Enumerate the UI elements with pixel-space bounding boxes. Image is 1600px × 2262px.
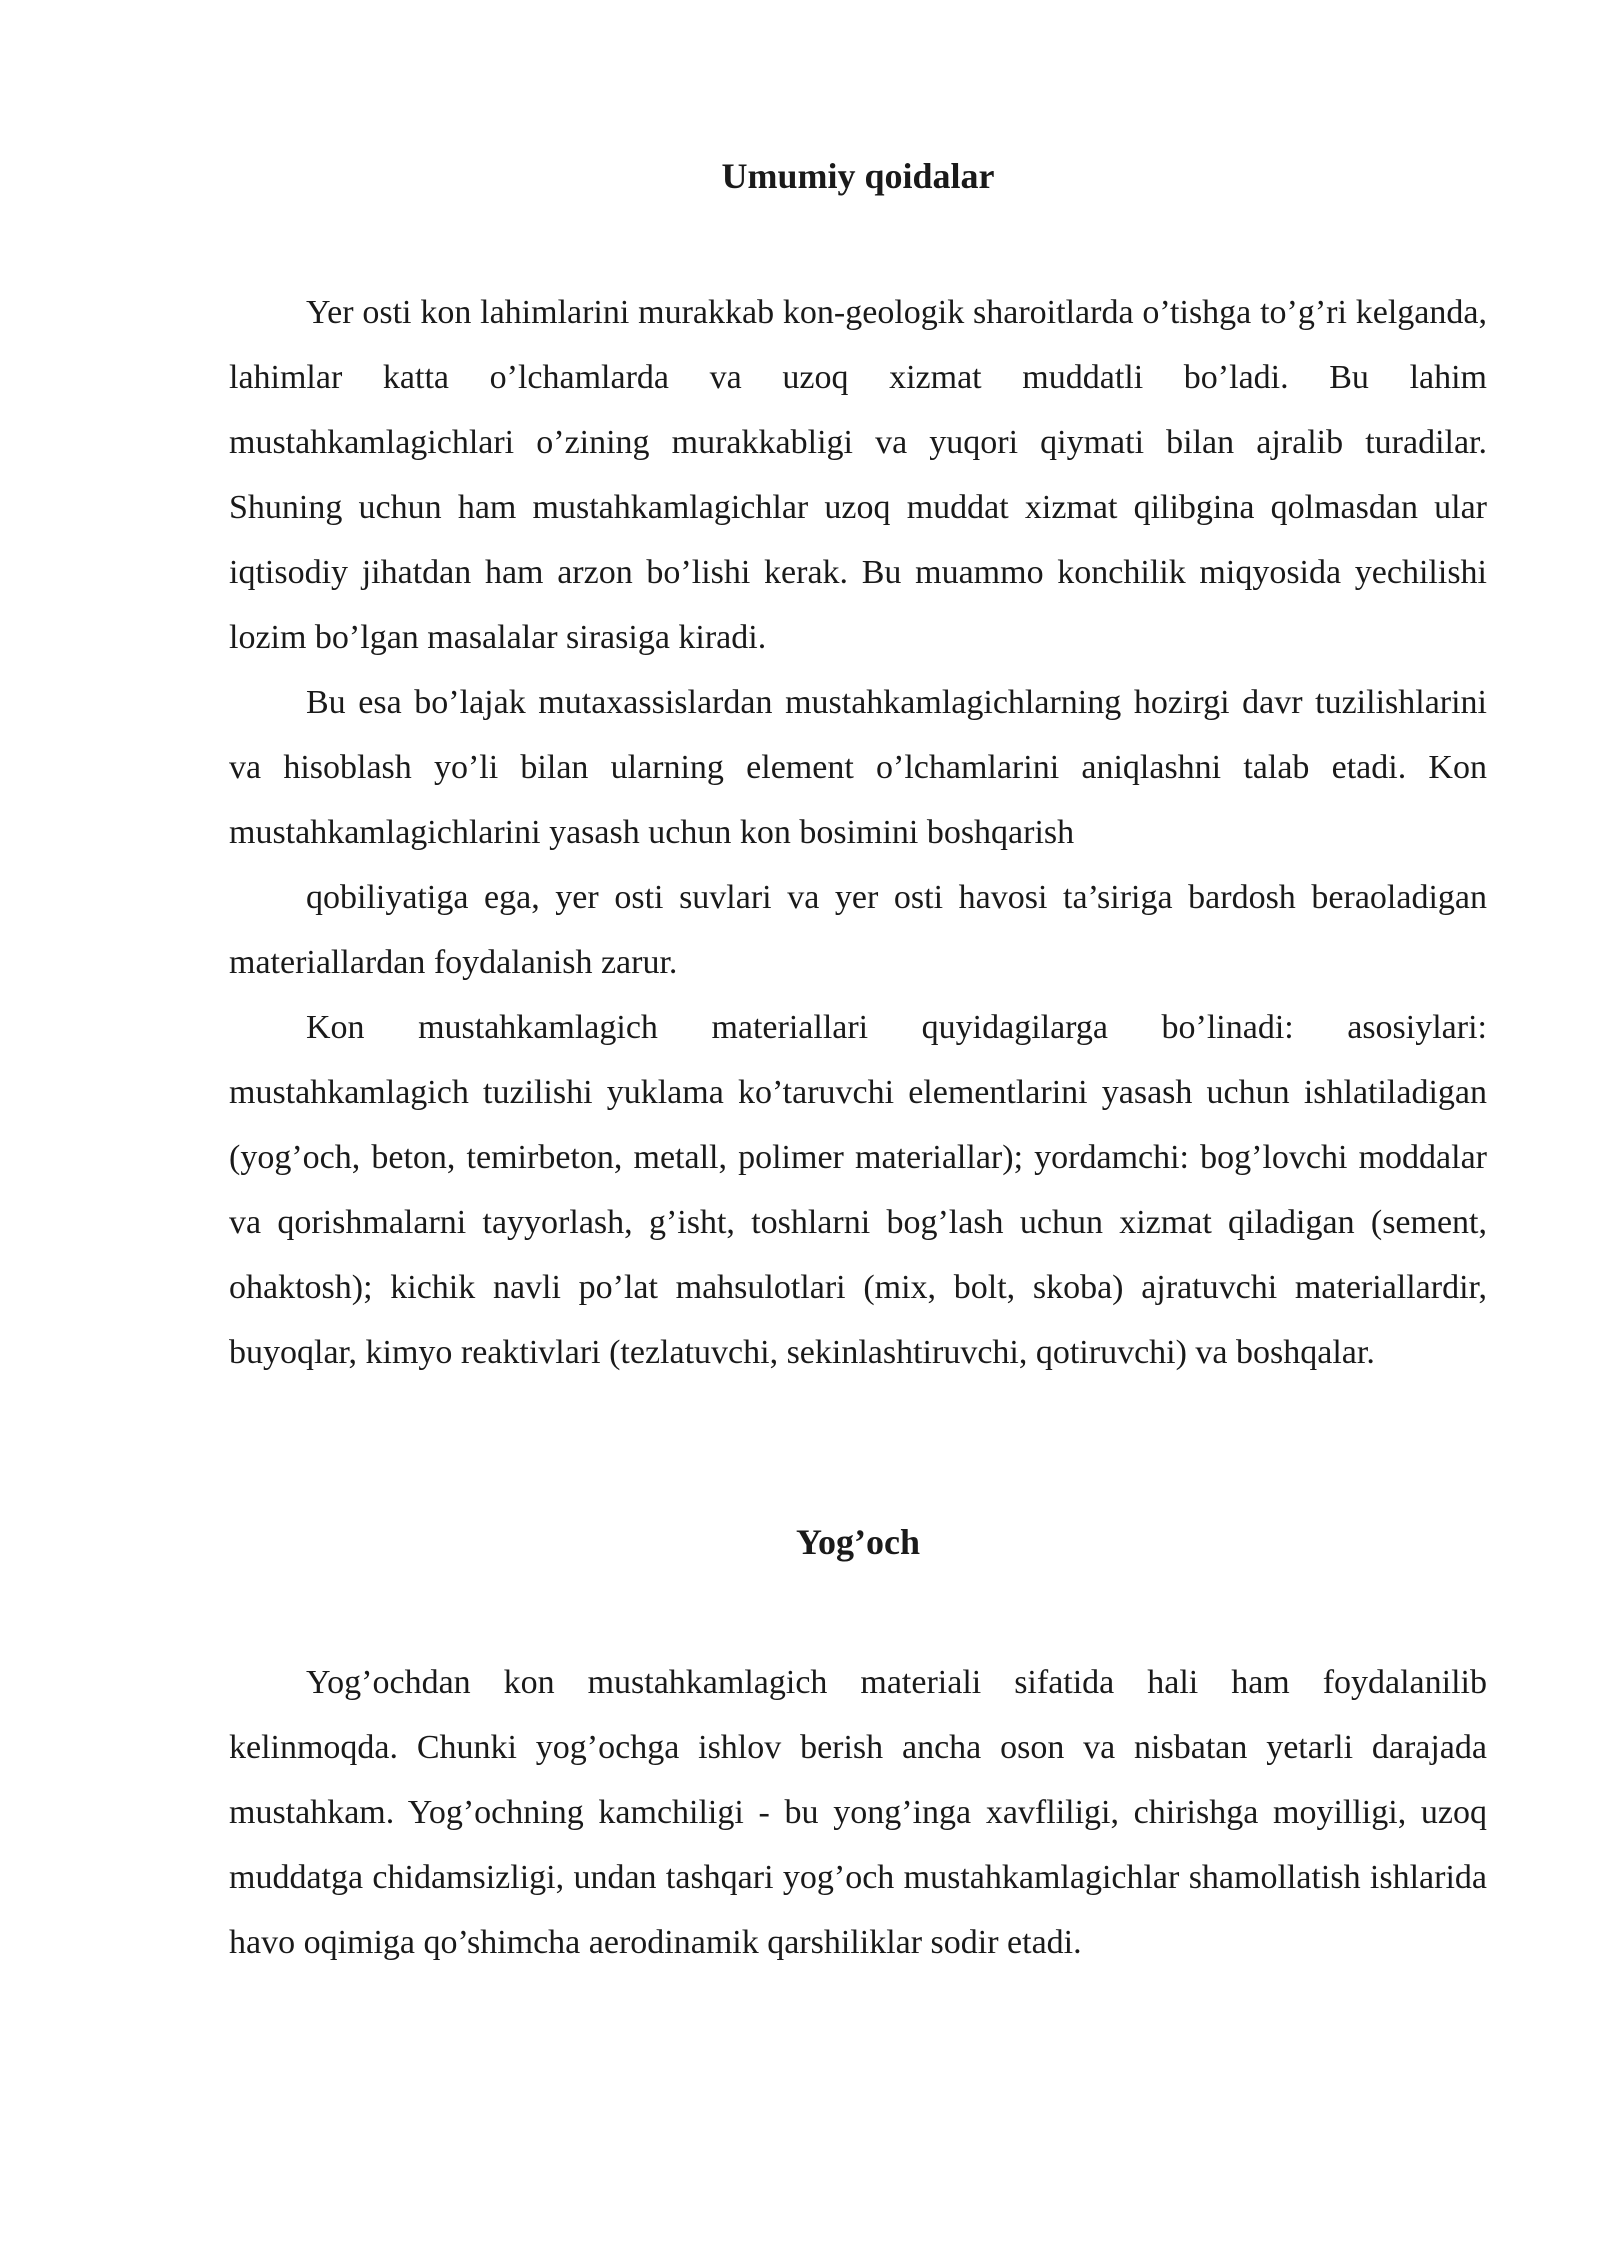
section-body-yogoch [229, 1650, 1487, 1975]
section-title-umumiy-qoidalar: Umumiy qoidalar [721, 156, 995, 196]
paragraph: Kon mustahkamlagich materiallari quyidagilarga bo’linadi: asosiylari: mustahkamlagich tuzilishi yuklama ko’taruvchi elementlarini yasash uchun ishlatiladigan (yog’och, beton, temirbeton, metall, polimer materiallar); yordamchi: bog’lovchi moddalar va qorishmalarni tayyorlash, g’isht, toshlarni bog’lash uchun xizmat qiladigan (sement, ohaktosh); kichik navli po’lat mahsulotlari (mix, bolt, skoba) ajratuvchi materiallardir, buyoqlar, kimyo reaktivlari (tezlatuvchi, sekinlashtiruvchi, qotiruvchi) va boshqalar. [229, 1009, 1487, 1371]
paragraph: Yog’ochdan kon mustahkamlagich materiali sifatida hali ham foydalanilib kelinmoqda. Chunki yog’ochga ishlov berish ancha oson va nisbatan yetarli darajada mustahkam. Yog’ochning kamchiligi - bu yong’inga xavfliligi, chirishga moyilligi, uzoq muddatga chidamsizligi, undan tashqari yog’och mustahkamlagichlar shamollatish ishlarida havo oqimiga qo’shimcha aerodinamik qarshiliklar sodir etadi. [229, 1664, 1487, 1961]
section-body-umumiy-qoidalar [229, 280, 1487, 1385]
paragraph: Bu esa bo’lajak mutaxassislardan mustahkamlagichlarning hozirgi davr tuzilishlarini va hisoblash yo’li bilan ularning element o’lchamlarini aniqlashni talab etadi. Kon mustahkamlagichlarini yasash uchun kon bosimini boshqarish [229, 684, 1487, 851]
section-title-yogoch: Yog’och [796, 1522, 920, 1562]
paragraph: qobiliyatiga ega, yer osti suvlari va yer osti havosi ta’siriga bardosh beraoladigan materiallardan foydalanish zarur. [229, 879, 1487, 981]
paragraph: Yer osti kon lahimlarini murakkab kon-geologik sharoitlarda o’tishga to’g’ri kelganda, lahimlar katta o’lchamlarda va uzoq xizmat muddatli bo’ladi. Bu lahim mustahkamlagichlari o’zining murakkabligi va yuqori qiymati bilan ajralib turadilar. Shuning uchun ham mustahkamlagichlar uzoq muddat xizmat qilibgina qolmasdan ular iqtisodiy jihatdan ham arzon bo’lishi kerak. Bu muammo konchilik miqyosida yechilishi lozim bo’lgan masalalar sirasiga kiradi. [229, 294, 1487, 656]
